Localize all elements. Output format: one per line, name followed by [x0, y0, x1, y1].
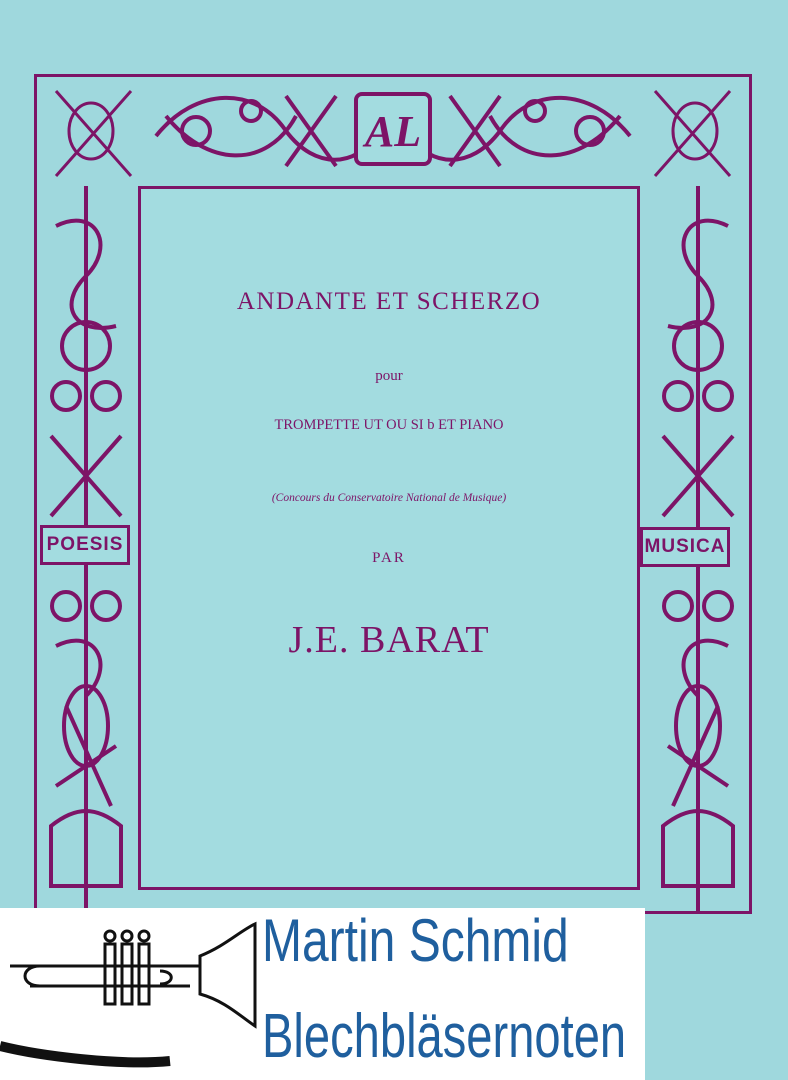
par-text: PAR: [372, 550, 406, 566]
top-scroll-ornament: [36, 76, 750, 186]
musica-label: MUSICA: [640, 527, 730, 567]
dealer-banner: [0, 908, 645, 1080]
poesis-label: POESIS: [40, 525, 130, 565]
contest-note: (Concours du Conservatoire National de Musique): [271, 492, 507, 504]
brand-line-1: Martin Schmid: [262, 907, 569, 974]
composer-name: J.E. BARAT: [288, 619, 490, 661]
work-title: ANDANTE ET SCHERZO: [236, 288, 542, 315]
pour-text: pour: [375, 368, 403, 384]
trumpet-icon: [0, 916, 260, 1076]
brand-line-2: Blechbläsernoten: [262, 1002, 627, 1071]
instrumentation: TROMPETTE UT OU SI b ET PIANO: [274, 417, 504, 433]
monogram: AL: [364, 107, 422, 156]
